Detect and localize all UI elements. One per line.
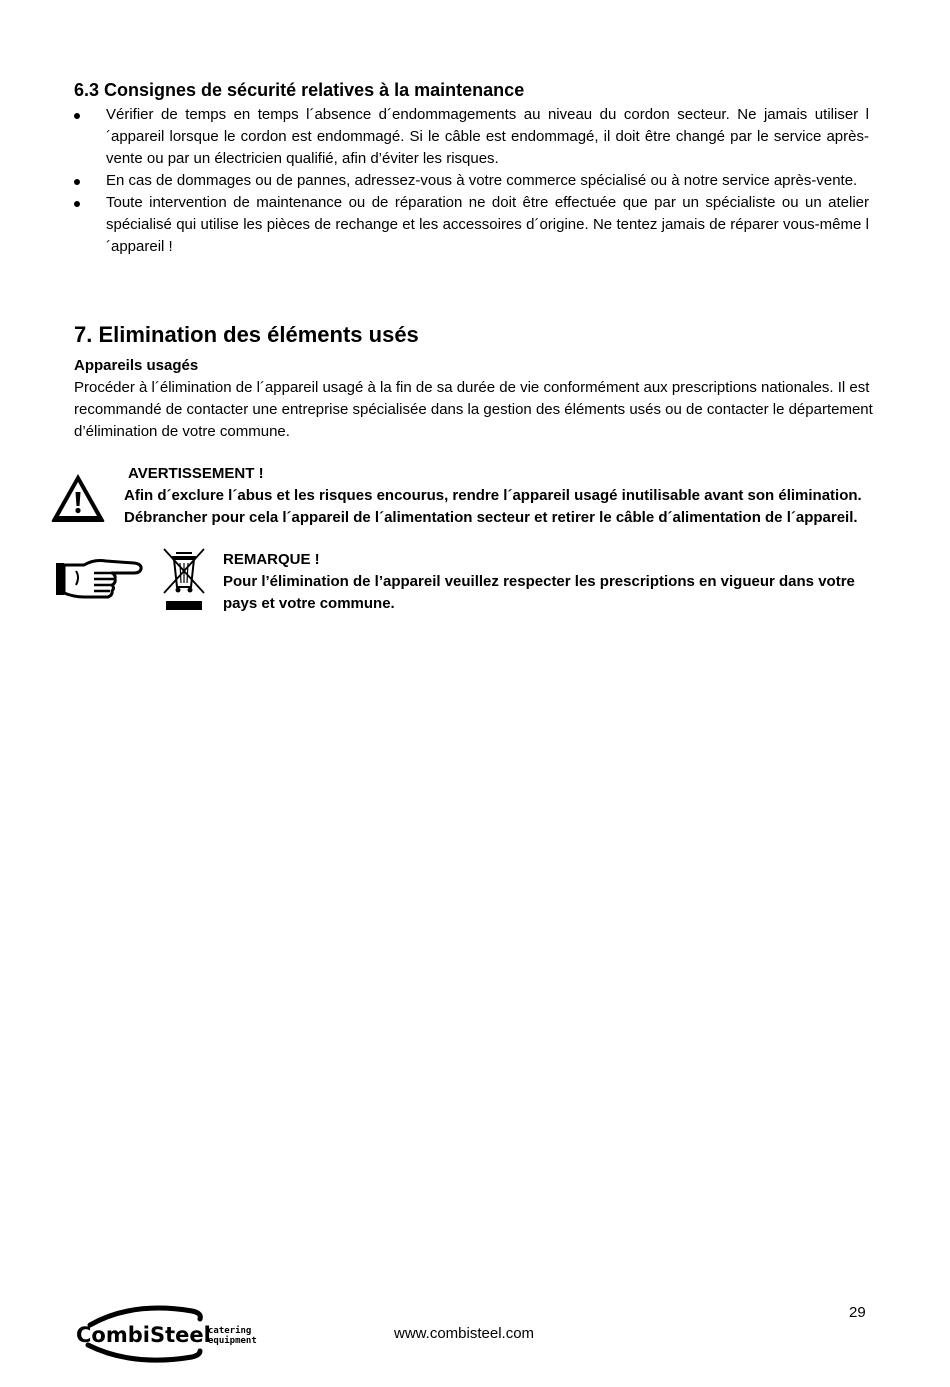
- warning-line-2: Débrancher pour cela l´appareil de l´alimentation secteur et retirer le câble d´alimentation de l´appareil.: [124, 509, 858, 526]
- logo-text: CombiSteel: [76, 1323, 211, 1347]
- warning-title: AVERTISSEMENT !: [128, 465, 264, 482]
- crossed-bin-icon: [160, 547, 208, 613]
- logo-tagline-2: equipment: [208, 1336, 257, 1346]
- warning-triangle-icon: [50, 472, 106, 524]
- note-title: REMARQUE !: [223, 551, 320, 568]
- list-item-text: Toute intervention de maintenance ou de réparation ne doit être effectuée que par un spécialiste ou un atelier spécialisé qui utilise les pièces de rechange et les accessoires d´origine. Ne tentez jamais de réparer vous-même l´appareil !: [106, 194, 869, 255]
- logo-tagline-1: catering: [208, 1326, 252, 1336]
- bullet-icon: [74, 179, 80, 185]
- list-item: [74, 170, 869, 192]
- list-item-text: Vérifier de temps en temps l´absence d´endommagements au niveau du cordon secteur. Ne jamais utiliser l´appareil lorsque le cordon est endommagé. Si le câble est endommagé, il doit être changé par le service après-vente ou par un électricien qualifié, afin d’éviter les risques.: [106, 106, 869, 167]
- bullet-icon: [74, 201, 80, 207]
- disposal-paragraph: Procéder à l´élimination de l´appareil usagé à la fin de sa durée de vie conformément aux prescriptions nationales. Il est recommandé de contacter une entreprise spécialisée dans la gestion des éléments usés ou de contacter le département d’élimination de votre commune.: [74, 379, 873, 440]
- warning-block: [124, 463, 894, 529]
- section-7-title: 7. Elimination des éléments usés: [74, 322, 419, 347]
- section-6-3-title: 6.3 Consignes de sécurité relatives à la maintenance: [74, 80, 525, 100]
- note-block: [223, 549, 883, 615]
- warning-line-1: Afin d´exclure l´abus et les risques encourus, rendre l´appareil usagé inutilisable avant son élimination.: [124, 487, 862, 504]
- list-item-text: En cas de dommages ou de pannes, adressez-vous à votre commerce spécialisé ou à notre service après-vente.: [106, 172, 858, 189]
- footer-url-link[interactable]: www.combisteel.com: [394, 1325, 535, 1342]
- page-number: 29: [849, 1304, 866, 1321]
- pointing-hand-icon: [54, 555, 144, 603]
- combisteel-logo: [72, 1305, 262, 1363]
- section-7-subtitle: Appareils usagés: [74, 357, 199, 374]
- maintenance-safety-list: [74, 104, 869, 258]
- list-item: [74, 192, 869, 258]
- note-text: Pour l’élimination de l’appareil veuillez respecter les prescriptions en vigueur dans votre pays et votre commune.: [223, 573, 855, 612]
- bullet-icon: [74, 113, 80, 119]
- list-item: [74, 104, 869, 170]
